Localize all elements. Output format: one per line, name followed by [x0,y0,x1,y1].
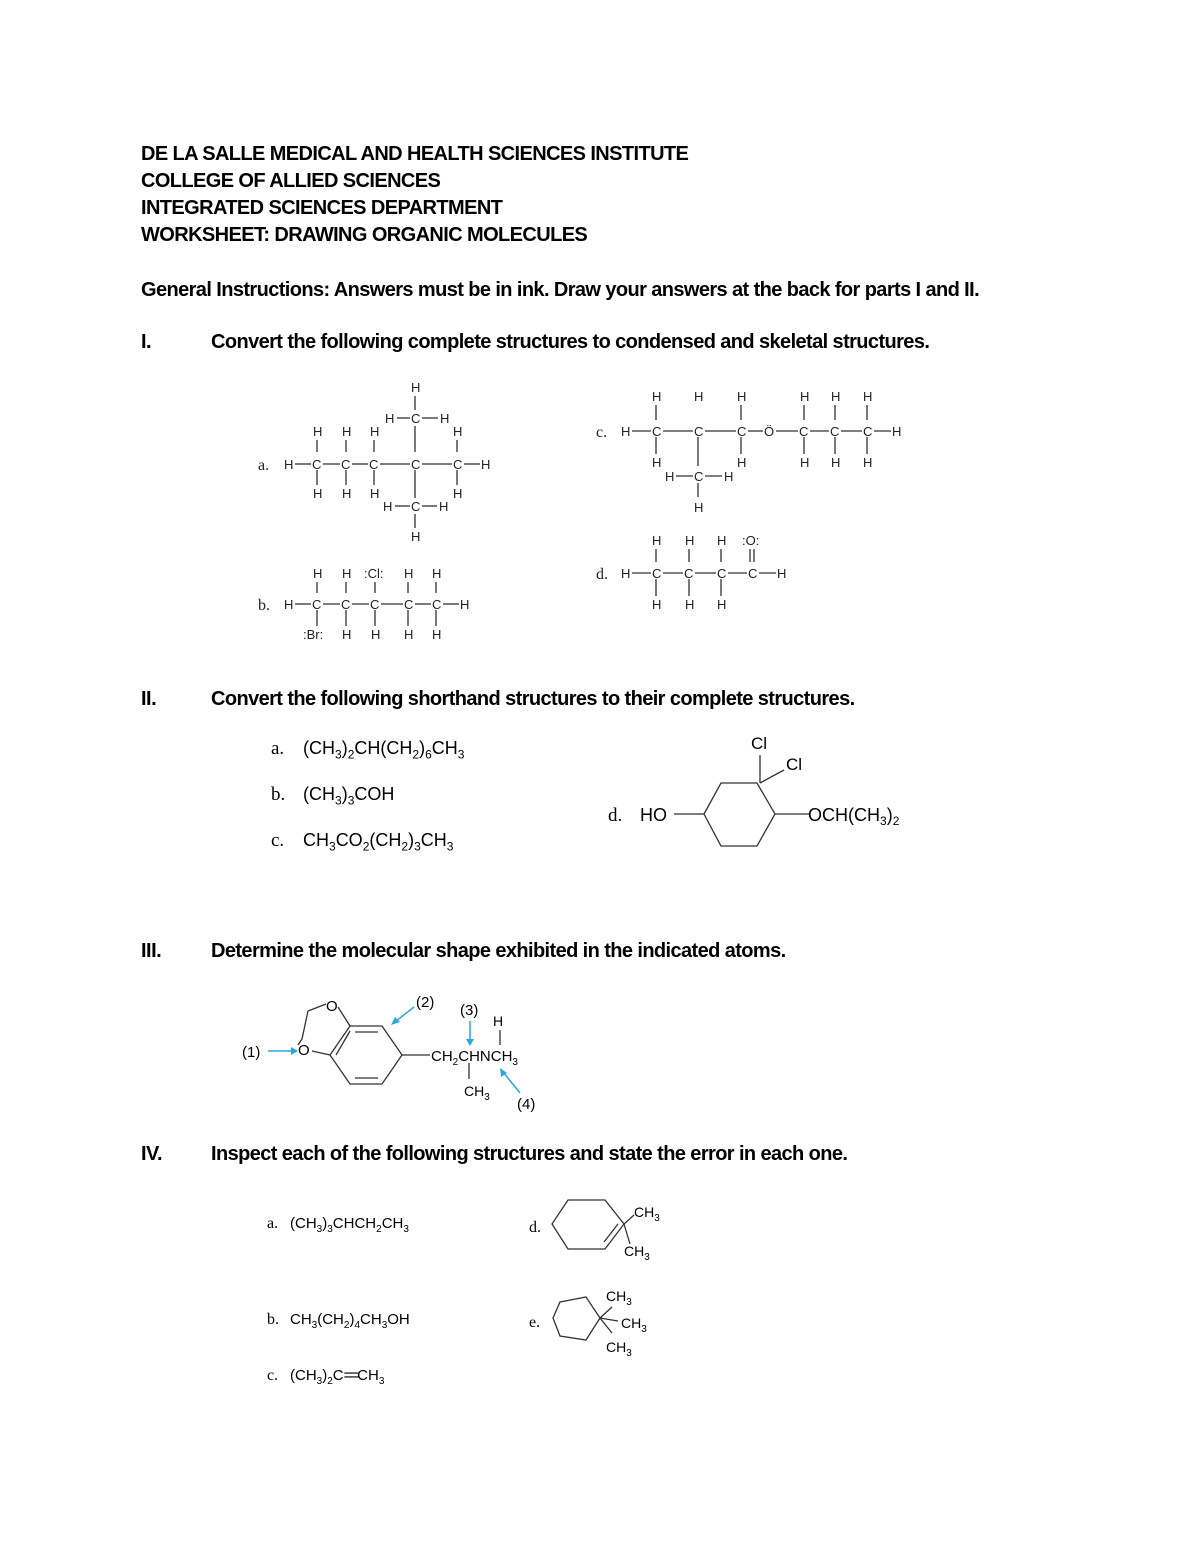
section-4-number: IV. [141,1143,163,1165]
svg-text:H: H [694,500,704,515]
svg-text:H: H [284,597,294,612]
part4-e-label: e. [529,1314,541,1331]
svg-text:H: H [370,424,380,439]
svg-text:H: H [342,627,352,642]
svg-text:H: H [863,389,873,404]
svg-text:H: H [863,455,873,470]
marker-1: (1) [242,1044,261,1061]
part4-d-ch3-top: $CH_3$ [634,1204,660,1224]
college-name: COLLEGE OF ALLIED SCIENCES [141,170,441,192]
svg-text:C: C [411,499,421,514]
part2-b-formula: $(CH_3)_3COH$ [303,784,395,808]
svg-text:H: H [481,457,491,472]
svg-text:C: C [652,566,662,581]
section-3-number: III. [141,940,162,962]
svg-text:H: H [892,424,902,439]
part2-c-label: c. [271,830,285,851]
svg-text:Ö: Ö [764,424,775,439]
part2-c-formula: $CH_3CO_2(CH_2)_3CH_3$ [303,830,454,854]
part2-d-structure [600,725,930,865]
svg-text:H: H [411,529,421,544]
part2-d-substituent: $OCH(CH_3)_2$ [808,805,900,828]
svg-text:H: H [313,424,323,439]
svg-text:H: H [717,597,727,612]
svg-text:H: H [621,566,631,581]
svg-text:H: H [313,566,323,581]
svg-text:H: H [439,499,449,514]
structure-1d [596,533,786,612]
section-1-text: Convert the following complete structures to condensed and skeletal structures. [211,331,930,353]
svg-text:H: H [800,389,810,404]
part4-c-label: c. [267,1367,279,1384]
svg-text:H: H [453,486,463,501]
section-2-number: II. [141,688,157,710]
svg-text:C: C [863,424,873,439]
svg-text:H: H [342,424,352,439]
part3-o-top: O [326,998,338,1015]
part4-e-ch3-top: $CH_3$ [606,1288,632,1308]
part4-a-label: a. [267,1215,279,1232]
label-1d: d. [596,566,608,583]
part4-b-label: b. [267,1311,279,1328]
structure-1c [596,389,901,515]
svg-text:H: H [717,533,727,548]
svg-text:H: H [404,566,414,581]
svg-text:C: C [694,424,704,439]
svg-text:H: H [460,597,470,612]
section-1-number: I. [141,331,152,353]
svg-text:H: H [385,411,395,426]
part2-d-cl1: Cl [751,734,768,753]
svg-text:C: C [341,597,351,612]
svg-text:C: C [432,597,442,612]
institute-name: DE LA SALLE MEDICAL AND HEALTH SCIENCES INSTITUTE [141,143,689,165]
svg-text:H: H [737,455,747,470]
svg-text:H: H [370,486,380,501]
part2-d-ho: HO [640,805,667,825]
svg-text:H: H [313,486,323,501]
svg-text:C: C [411,411,421,426]
svg-text:C: C [370,597,380,612]
svg-text:H: H [652,597,662,612]
svg-text:H: H [665,469,675,484]
svg-text:H: H [453,424,463,439]
part3-o-bottom: O [298,1042,310,1059]
part2-a-formula: $(CH_3)_2CH(CH_2)_6CH_3$ [303,738,465,762]
svg-text:C: C [341,457,351,472]
general-instructions: General Instructions: Answers must be in ink. Draw your answers at the back for parts I and II. [141,279,980,301]
marker-3: (3) [460,1002,479,1019]
svg-text:C: C [312,597,322,612]
part2-b-label: b. [271,784,286,805]
marker-4: (4) [517,1096,536,1113]
part3-branch-ch3: $CH_3$ [464,1083,490,1103]
svg-text:C: C [748,566,758,581]
part4-e-ch3-right: $CH_3$ [621,1315,647,1335]
svg-text:H: H [652,455,662,470]
structure-1b [258,566,469,642]
svg-text:H: H [652,389,662,404]
svg-text:C: C [453,457,463,472]
worksheet-title: WORKSHEET: DRAWING ORGANIC MOLECULES [141,224,588,246]
svg-text:C: C [717,566,727,581]
svg-text:H: H [404,627,414,642]
svg-text:C: C [799,424,809,439]
part3-structure [230,985,570,1120]
svg-text:H: H [440,411,450,426]
part1-structures [0,0,1200,660]
part4-e-ch3-bottom: $CH_3$ [606,1339,632,1359]
part2-a-label: a. [271,738,285,759]
part4-d-ch3-bottom: $CH_3$ [624,1243,650,1263]
svg-text:H: H [800,455,810,470]
part4-a-formula: $(CH_3)_3CHCH_2CH_3$ [290,1215,409,1235]
svg-text:H: H [621,424,631,439]
svg-text:H: H [652,533,662,548]
svg-text:H: H [724,469,734,484]
svg-text:C: C [830,424,840,439]
svg-text:H: H [831,389,841,404]
svg-text::Br:: :Br: [303,627,324,642]
marker-2: (2) [416,994,435,1011]
svg-text:H: H [737,389,747,404]
svg-text:H: H [342,486,352,501]
svg-text:C: C [312,457,322,472]
svg-text:H: H [694,389,704,404]
svg-text:C: C [684,566,694,581]
part4-b-formula: $CH_3(CH_2)_4CH_3OH$ [290,1311,410,1331]
part4-de-structures [520,1190,700,1365]
svg-text:C: C [694,469,704,484]
part3-h: H [493,1013,504,1029]
svg-text:H: H [411,380,421,395]
part2-d-label: d. [608,805,623,826]
section-3-text: Determine the molecular shape exhibited in the indicated atoms. [211,940,786,962]
svg-text:H: H [831,455,841,470]
svg-text:C: C [369,457,379,472]
svg-text:C: C [737,424,747,439]
label-1a: a. [258,457,270,474]
department-name: INTEGRATED SCIENCES DEPARTMENT [141,197,503,219]
svg-text::O:: :O: [742,533,760,548]
svg-text:H: H [685,597,695,612]
svg-text::Cl:: :Cl: [364,566,384,581]
svg-text:C: C [404,597,414,612]
svg-text:H: H [342,566,352,581]
svg-text:H: H [284,457,294,472]
section-2-text: Convert the following shorthand structures to their complete structures. [211,688,855,710]
svg-text:H: H [432,627,442,642]
label-1b: b. [258,597,270,614]
part2-d-cl2: Cl [786,755,803,774]
svg-text:H: H [432,566,442,581]
svg-text:H: H [777,566,787,581]
part4-c-formula: $(CH_3)_2C==CH_3$ [290,1367,385,1387]
svg-text:H: H [371,627,381,642]
svg-text:H: H [685,533,695,548]
label-1c: c. [596,424,608,441]
svg-text:C: C [652,424,662,439]
part4-d-label: d. [529,1219,541,1236]
section-4-text: Inspect each of the following structures and state the error in each one. [211,1143,848,1165]
part3-chain: $CH_2CHNCH_3$ [431,1048,518,1068]
structure-1a [258,380,490,544]
svg-text:H: H [383,499,393,514]
svg-text:C: C [411,457,421,472]
